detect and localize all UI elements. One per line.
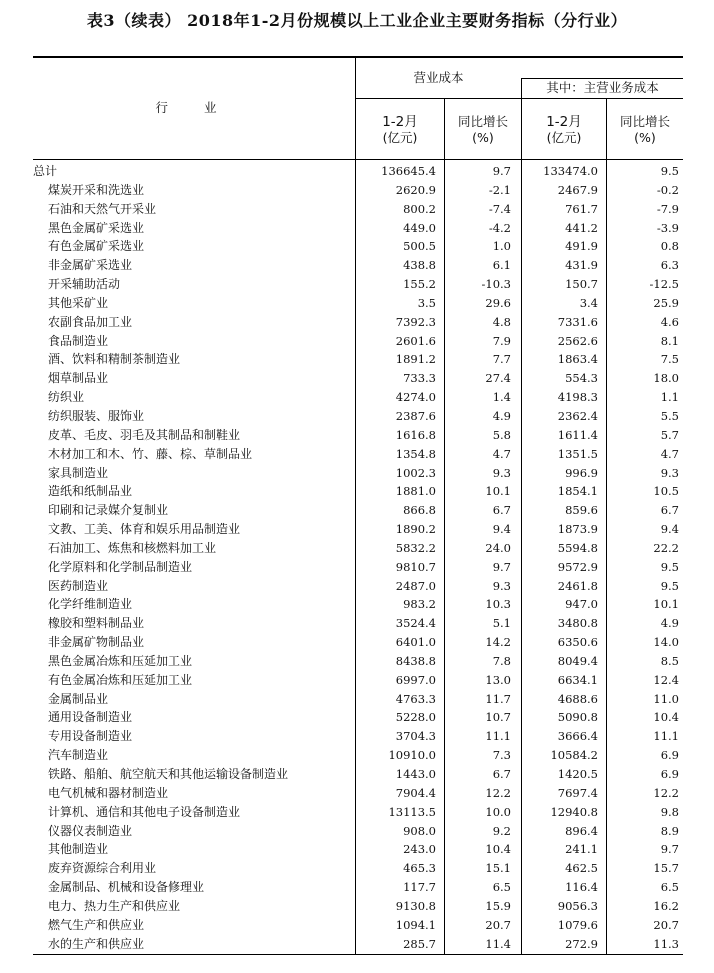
industry-cell: 煤炭开采和洗选业 bbox=[48, 182, 145, 197]
table-row bbox=[33, 388, 683, 407]
table-row bbox=[33, 313, 683, 332]
table-row bbox=[33, 840, 683, 859]
cost-cell: 1443.0 bbox=[395, 767, 436, 781]
cost-growth-cell: 12.2 bbox=[485, 785, 511, 800]
cost-growth-cell: 6.5 bbox=[492, 880, 511, 895]
cost-cell: 1890.2 bbox=[395, 522, 436, 537]
cost-cell: 3704.3 bbox=[395, 729, 436, 744]
table-row bbox=[33, 482, 683, 501]
main-cost-cell: 10584.2 bbox=[550, 748, 598, 763]
table-row bbox=[33, 162, 683, 181]
cost-growth-cell: 11.7 bbox=[485, 691, 511, 706]
industry-cell: 造纸和纸制品业 bbox=[48, 484, 133, 499]
header-main-period bbox=[522, 114, 606, 146]
cost-cell: 3524.4 bbox=[395, 616, 436, 631]
period-unit: (亿元) bbox=[546, 130, 582, 145]
cost-cell: 2387.6 bbox=[395, 408, 436, 423]
growth-label: 同比增长 bbox=[457, 114, 508, 129]
main-cost-cell: 2467.9 bbox=[557, 182, 598, 197]
cost-cell: 1616.8 bbox=[395, 427, 436, 442]
table-row bbox=[33, 878, 683, 897]
cost-cell: 136645.4 bbox=[381, 164, 436, 178]
cost-cell: 438.8 bbox=[403, 258, 436, 273]
main-growth-cell: 5.5 bbox=[660, 408, 679, 423]
industry-cell: 皮革、毛皮、羽毛及其制品和制鞋业 bbox=[48, 427, 241, 442]
industry-cell: 农副食品加工业 bbox=[48, 314, 133, 329]
main-growth-cell: 15.7 bbox=[653, 861, 679, 876]
header-cost-period bbox=[356, 114, 444, 146]
cost-cell: 285.7 bbox=[403, 936, 436, 951]
header-cost-growth bbox=[445, 114, 521, 146]
industry-cell: 专用设备制造业 bbox=[48, 729, 133, 744]
table-row bbox=[33, 558, 683, 577]
cost-growth-cell: 27.4 bbox=[485, 371, 511, 386]
main-growth-cell: 16.2 bbox=[653, 898, 679, 913]
cost-growth-cell: 10.0 bbox=[485, 804, 511, 819]
cost-cell: 1094.1 bbox=[395, 917, 436, 932]
table-row bbox=[33, 200, 683, 219]
industry-cell: 橡胶和塑料制品业 bbox=[48, 616, 145, 631]
industry-cell: 纺织服装、服饰业 bbox=[48, 408, 145, 423]
industry-cell: 烟草制品业 bbox=[48, 371, 109, 386]
table-row bbox=[33, 708, 683, 727]
main-cost-cell: 1854.1 bbox=[557, 484, 598, 499]
main-growth-cell: 1.1 bbox=[660, 390, 679, 405]
main-growth-cell: -3.9 bbox=[656, 220, 679, 235]
cost-cell: 465.3 bbox=[403, 861, 436, 876]
main-growth-cell: 9.7 bbox=[660, 842, 679, 857]
main-cost-cell: 7697.4 bbox=[557, 785, 598, 800]
growth-label: 同比增长 bbox=[619, 114, 670, 129]
cost-growth-cell: 9.3 bbox=[492, 578, 511, 593]
main-growth-cell: 12.2 bbox=[653, 785, 679, 800]
main-cost-cell: 896.4 bbox=[565, 823, 598, 838]
header-main-business-cost: 其中：主营业务成本 bbox=[546, 80, 659, 95]
main-growth-cell: 25.9 bbox=[653, 295, 679, 310]
cost-cell: 1002.3 bbox=[395, 465, 436, 480]
growth-unit: (%) bbox=[634, 130, 656, 145]
main-growth-cell: 6.9 bbox=[660, 748, 679, 763]
main-growth-cell: 6.3 bbox=[660, 258, 679, 273]
industry-cell: 其他采矿业 bbox=[48, 295, 109, 310]
table-row bbox=[33, 350, 683, 369]
cost-growth-cell: 7.7 bbox=[492, 352, 511, 367]
industry-cell: 铁路、船舶、航空航天和其他运输设备制造业 bbox=[48, 767, 289, 781]
main-growth-cell: 5.7 bbox=[660, 427, 679, 442]
main-growth-cell: -12.5 bbox=[649, 277, 679, 292]
main-cost-cell: 2362.4 bbox=[557, 408, 598, 423]
table-row bbox=[33, 539, 683, 558]
main-growth-cell: -7.9 bbox=[656, 201, 679, 216]
table-row bbox=[33, 181, 683, 200]
industry-cell: 木材加工和木、竹、藤、棕、草制品业 bbox=[48, 446, 253, 461]
cost-cell: 5228.0 bbox=[395, 710, 436, 725]
main-growth-cell: 10.5 bbox=[653, 484, 679, 499]
cost-growth-cell: 4.9 bbox=[492, 408, 511, 423]
operating-cost-rule bbox=[356, 98, 683, 99]
cost-growth-cell: 9.7 bbox=[492, 164, 511, 178]
cost-cell: 4763.3 bbox=[395, 691, 436, 706]
main-growth-cell: 6.9 bbox=[660, 767, 679, 781]
main-cost-cell: 441.2 bbox=[565, 220, 598, 235]
main-growth-cell: 9.8 bbox=[660, 804, 679, 819]
industry-cell: 印刷和记录媒介复制业 bbox=[48, 503, 169, 518]
header-bottom-rule bbox=[33, 159, 683, 160]
table-row bbox=[33, 256, 683, 275]
cost-cell: 117.7 bbox=[403, 880, 436, 895]
main-cost-cell: 2461.8 bbox=[557, 578, 598, 593]
growth-unit: (%) bbox=[472, 130, 494, 145]
cost-cell: 4274.0 bbox=[395, 390, 436, 405]
main-growth-cell: 20.7 bbox=[653, 917, 679, 932]
industry-cell: 其他制造业 bbox=[48, 842, 109, 857]
table-row bbox=[33, 407, 683, 426]
industry-cell: 医药制造业 bbox=[48, 578, 109, 593]
main-growth-cell: -0.2 bbox=[656, 182, 679, 197]
cost-growth-cell: 10.3 bbox=[485, 597, 511, 612]
industry-cell: 电力、热力生产和供应业 bbox=[48, 898, 181, 913]
cost-cell: 155.2 bbox=[403, 277, 436, 292]
industry-cell: 通用设备制造业 bbox=[48, 710, 133, 725]
industry-cell: 仪器仪表制造业 bbox=[48, 823, 133, 838]
industry-cell: 酒、饮料和精制茶制造业 bbox=[48, 352, 181, 367]
cost-cell: 7392.3 bbox=[395, 314, 436, 329]
main-growth-cell: 9.5 bbox=[660, 578, 679, 593]
main-cost-cell: 5090.8 bbox=[557, 710, 598, 725]
main-cost-cell: 1351.5 bbox=[557, 446, 598, 461]
main-cost-cell: 133474.0 bbox=[543, 164, 598, 178]
main-growth-cell: 4.9 bbox=[660, 616, 679, 631]
table-row bbox=[33, 765, 683, 784]
industry-cell: 总计 bbox=[33, 164, 58, 178]
main-growth-cell: 8.9 bbox=[660, 823, 679, 838]
cost-growth-cell: 4.7 bbox=[492, 446, 511, 461]
industry-cell: 非金属矿采选业 bbox=[48, 258, 133, 273]
cost-cell: 449.0 bbox=[403, 220, 436, 235]
cost-cell: 13113.5 bbox=[388, 804, 436, 819]
industry-cell: 石油和天然气开采业 bbox=[48, 201, 157, 216]
table-row bbox=[33, 332, 683, 351]
cost-growth-cell: 9.4 bbox=[492, 522, 511, 537]
cost-growth-cell: 7.3 bbox=[492, 748, 511, 763]
main-cost-cell: 116.4 bbox=[565, 880, 598, 895]
main-cost-cell: 491.9 bbox=[565, 239, 598, 254]
cost-cell: 2620.9 bbox=[395, 182, 436, 197]
main-growth-cell: 9.5 bbox=[660, 559, 679, 574]
main-cost-cell: 4688.6 bbox=[557, 691, 598, 706]
table-row bbox=[33, 633, 683, 652]
cost-growth-cell: -2.1 bbox=[488, 182, 511, 197]
cost-cell: 243.0 bbox=[403, 842, 436, 857]
cost-cell: 1354.8 bbox=[395, 446, 436, 461]
industry-cell: 汽车制造业 bbox=[48, 748, 109, 763]
table-row bbox=[33, 464, 683, 483]
main-cost-cell: 1611.4 bbox=[557, 427, 598, 442]
main-cost-cell: 150.7 bbox=[565, 277, 598, 292]
industry-cell: 电气机械和器材制造业 bbox=[48, 785, 169, 800]
cost-cell: 800.2 bbox=[403, 201, 436, 216]
cost-cell: 2601.6 bbox=[395, 333, 436, 348]
table-row bbox=[33, 426, 683, 445]
main-growth-cell: 4.7 bbox=[660, 446, 679, 461]
main-cost-cell: 431.9 bbox=[565, 258, 598, 273]
cost-growth-cell: -10.3 bbox=[481, 277, 511, 292]
main-cost-cell: 6634.1 bbox=[557, 672, 598, 687]
subheader-rule bbox=[521, 78, 683, 79]
cost-growth-cell: 1.0 bbox=[492, 239, 511, 254]
main-cost-cell: 462.5 bbox=[565, 861, 598, 876]
main-cost-cell: 9572.9 bbox=[557, 559, 598, 574]
main-growth-cell: 10.4 bbox=[653, 710, 679, 725]
main-cost-cell: 9056.3 bbox=[557, 898, 598, 913]
industry-cell: 黑色金属矿采选业 bbox=[48, 220, 145, 235]
table-bottom-rule bbox=[33, 954, 683, 955]
main-cost-cell: 3.4 bbox=[579, 295, 598, 310]
cost-growth-cell: 6.1 bbox=[492, 258, 511, 273]
main-cost-cell: 12940.8 bbox=[550, 804, 598, 819]
main-growth-cell: 8.5 bbox=[660, 653, 679, 668]
main-growth-cell: 11.3 bbox=[653, 936, 679, 951]
main-cost-cell: 859.6 bbox=[565, 503, 598, 518]
main-growth-cell: 7.5 bbox=[660, 352, 679, 367]
table-row bbox=[33, 803, 683, 822]
main-cost-cell: 761.7 bbox=[565, 201, 598, 216]
cost-growth-cell: 20.7 bbox=[485, 917, 511, 932]
cost-cell: 3.5 bbox=[417, 295, 436, 310]
cost-growth-cell: 15.1 bbox=[485, 861, 511, 876]
cost-cell: 9810.7 bbox=[395, 559, 436, 574]
main-growth-cell: 0.8 bbox=[660, 239, 679, 254]
cost-growth-cell: 4.8 bbox=[492, 314, 511, 329]
table-row bbox=[33, 275, 683, 294]
cost-growth-cell: 10.7 bbox=[485, 710, 511, 725]
main-growth-cell: 12.4 bbox=[653, 672, 679, 687]
main-cost-cell: 5594.8 bbox=[557, 540, 598, 555]
cost-growth-cell: 10.4 bbox=[485, 842, 511, 857]
table-top-rule bbox=[33, 56, 683, 58]
cost-growth-cell: 9.2 bbox=[492, 823, 511, 838]
table-row bbox=[33, 727, 683, 746]
main-growth-cell: 6.7 bbox=[660, 503, 679, 518]
cost-cell: 9130.8 bbox=[395, 898, 436, 913]
cost-growth-cell: 5.1 bbox=[492, 616, 511, 631]
header-operating-cost: 营业成本 bbox=[413, 70, 464, 85]
main-cost-cell: 947.0 bbox=[565, 597, 598, 612]
table-row bbox=[33, 822, 683, 841]
industry-cell: 金属制品、机械和设备修理业 bbox=[48, 880, 205, 895]
main-cost-cell: 3666.4 bbox=[557, 729, 598, 744]
cost-growth-cell: 14.2 bbox=[485, 635, 511, 650]
main-growth-cell: 9.4 bbox=[660, 522, 679, 537]
period-unit: (亿元) bbox=[382, 130, 418, 145]
cost-cell: 1881.0 bbox=[395, 484, 436, 499]
cost-cell: 6401.0 bbox=[395, 635, 436, 650]
main-cost-cell: 1863.4 bbox=[557, 352, 598, 367]
cost-growth-cell: 29.6 bbox=[485, 295, 511, 310]
cost-growth-cell: 7.8 bbox=[492, 653, 511, 668]
cost-cell: 500.5 bbox=[403, 239, 436, 254]
period-label: 1-2月 bbox=[546, 114, 582, 130]
cost-cell: 908.0 bbox=[403, 823, 436, 838]
table-row bbox=[33, 294, 683, 313]
cost-growth-cell: 9.3 bbox=[492, 465, 511, 480]
industry-cell: 金属制品业 bbox=[48, 691, 109, 706]
main-growth-cell: 11.0 bbox=[653, 691, 679, 706]
table-row bbox=[33, 671, 683, 690]
cost-cell: 733.3 bbox=[403, 371, 436, 386]
table-row bbox=[33, 690, 683, 709]
cost-growth-cell: 5.8 bbox=[492, 427, 511, 442]
table-row bbox=[33, 614, 683, 633]
cost-cell: 2487.0 bbox=[395, 578, 436, 593]
cost-growth-cell: 24.0 bbox=[485, 540, 511, 555]
main-cost-cell: 3480.8 bbox=[557, 616, 598, 631]
industry-cell: 石油加工、炼焦和核燃料加工业 bbox=[48, 540, 217, 555]
industry-cell: 有色金属冶炼和压延加工业 bbox=[48, 672, 193, 687]
table-row bbox=[33, 595, 683, 614]
table-row bbox=[33, 445, 683, 464]
header-main-growth bbox=[607, 114, 683, 146]
main-growth-cell: 4.6 bbox=[660, 314, 679, 329]
main-growth-cell: 8.1 bbox=[660, 333, 679, 348]
main-cost-cell: 996.9 bbox=[565, 465, 598, 480]
main-cost-cell: 8049.4 bbox=[557, 653, 598, 668]
table-row bbox=[33, 784, 683, 803]
page-title: 表3（续表） 2018年1-2月份规模以上工业企业主要财务指标（分行业） bbox=[86, 11, 628, 30]
main-growth-cell: 6.5 bbox=[660, 880, 679, 895]
main-growth-cell: 14.0 bbox=[653, 635, 679, 650]
table-row bbox=[33, 520, 683, 539]
cost-growth-cell: -7.4 bbox=[488, 201, 511, 216]
industry-cell: 有色金属矿采选业 bbox=[48, 239, 145, 254]
main-growth-cell: 9.5 bbox=[660, 164, 679, 178]
main-cost-cell: 7331.6 bbox=[557, 314, 598, 329]
industry-cell: 黑色金属冶炼和压延加工业 bbox=[48, 653, 193, 668]
cost-growth-cell: 11.4 bbox=[485, 936, 511, 951]
cost-growth-cell: 15.9 bbox=[485, 898, 511, 913]
cost-cell: 6997.0 bbox=[395, 672, 436, 687]
industry-cell: 化学纤维制造业 bbox=[48, 597, 133, 612]
cost-growth-cell: 13.0 bbox=[485, 672, 511, 687]
table-row bbox=[33, 219, 683, 238]
header-industry: 行 业 bbox=[155, 100, 233, 115]
industry-cell: 开采辅助活动 bbox=[48, 277, 121, 292]
main-cost-cell: 1873.9 bbox=[557, 522, 598, 537]
cost-growth-cell: 11.1 bbox=[485, 729, 511, 744]
table-row bbox=[33, 935, 683, 954]
main-growth-cell: 9.3 bbox=[660, 465, 679, 480]
table-body bbox=[33, 162, 683, 953]
main-cost-cell: 241.1 bbox=[565, 842, 598, 857]
industry-cell: 燃气生产和供应业 bbox=[48, 917, 145, 932]
table-row bbox=[33, 859, 683, 878]
main-cost-cell: 1079.6 bbox=[557, 917, 598, 932]
main-growth-cell: 10.1 bbox=[653, 597, 679, 612]
industry-cell: 水的生产和供应业 bbox=[48, 936, 145, 951]
cost-cell: 10910.0 bbox=[388, 748, 436, 763]
main-cost-cell: 6350.6 bbox=[557, 635, 598, 650]
industry-cell: 化学原料和化学制品制造业 bbox=[48, 559, 193, 574]
table-row bbox=[33, 237, 683, 256]
table-row bbox=[33, 916, 683, 935]
cost-growth-cell: 1.4 bbox=[492, 390, 511, 405]
cost-cell: 866.8 bbox=[403, 503, 436, 518]
table-row bbox=[33, 501, 683, 520]
cost-cell: 983.2 bbox=[403, 597, 436, 612]
main-cost-cell: 4198.3 bbox=[557, 390, 598, 405]
main-growth-cell: 11.1 bbox=[653, 729, 679, 744]
main-cost-cell: 2562.6 bbox=[557, 333, 598, 348]
cost-growth-cell: -4.2 bbox=[488, 220, 511, 235]
main-cost-cell: 272.9 bbox=[565, 936, 598, 951]
industry-cell: 非金属矿物制品业 bbox=[48, 635, 145, 650]
main-growth-cell: 18.0 bbox=[653, 371, 679, 386]
table-row bbox=[33, 897, 683, 916]
table-row bbox=[33, 577, 683, 596]
industry-cell: 文教、工美、体育和娱乐用品制造业 bbox=[48, 522, 241, 537]
cost-cell: 7904.4 bbox=[395, 785, 436, 800]
cost-growth-cell: 9.7 bbox=[492, 559, 511, 574]
table-row bbox=[33, 652, 683, 671]
industry-cell: 计算机、通信和其他电子设备制造业 bbox=[48, 804, 241, 819]
industry-cell: 家具制造业 bbox=[48, 465, 109, 480]
main-cost-cell: 554.3 bbox=[565, 371, 598, 386]
period-label: 1-2月 bbox=[382, 114, 418, 130]
table-row bbox=[33, 369, 683, 388]
cost-cell: 8438.8 bbox=[395, 653, 436, 668]
cost-cell: 5832.2 bbox=[395, 540, 436, 555]
industry-cell: 废弃资源综合利用业 bbox=[48, 861, 157, 876]
cost-growth-cell: 10.1 bbox=[485, 484, 511, 499]
table-row bbox=[33, 746, 683, 765]
main-growth-cell: 22.2 bbox=[653, 540, 679, 555]
cost-growth-cell: 6.7 bbox=[492, 503, 511, 518]
industry-cell: 纺织业 bbox=[48, 390, 85, 405]
industry-cell: 食品制造业 bbox=[48, 333, 109, 348]
cost-growth-cell: 7.9 bbox=[492, 333, 511, 348]
cost-cell: 1891.2 bbox=[395, 352, 436, 367]
cost-growth-cell: 6.7 bbox=[492, 767, 511, 781]
main-cost-cell: 1420.5 bbox=[557, 767, 598, 781]
